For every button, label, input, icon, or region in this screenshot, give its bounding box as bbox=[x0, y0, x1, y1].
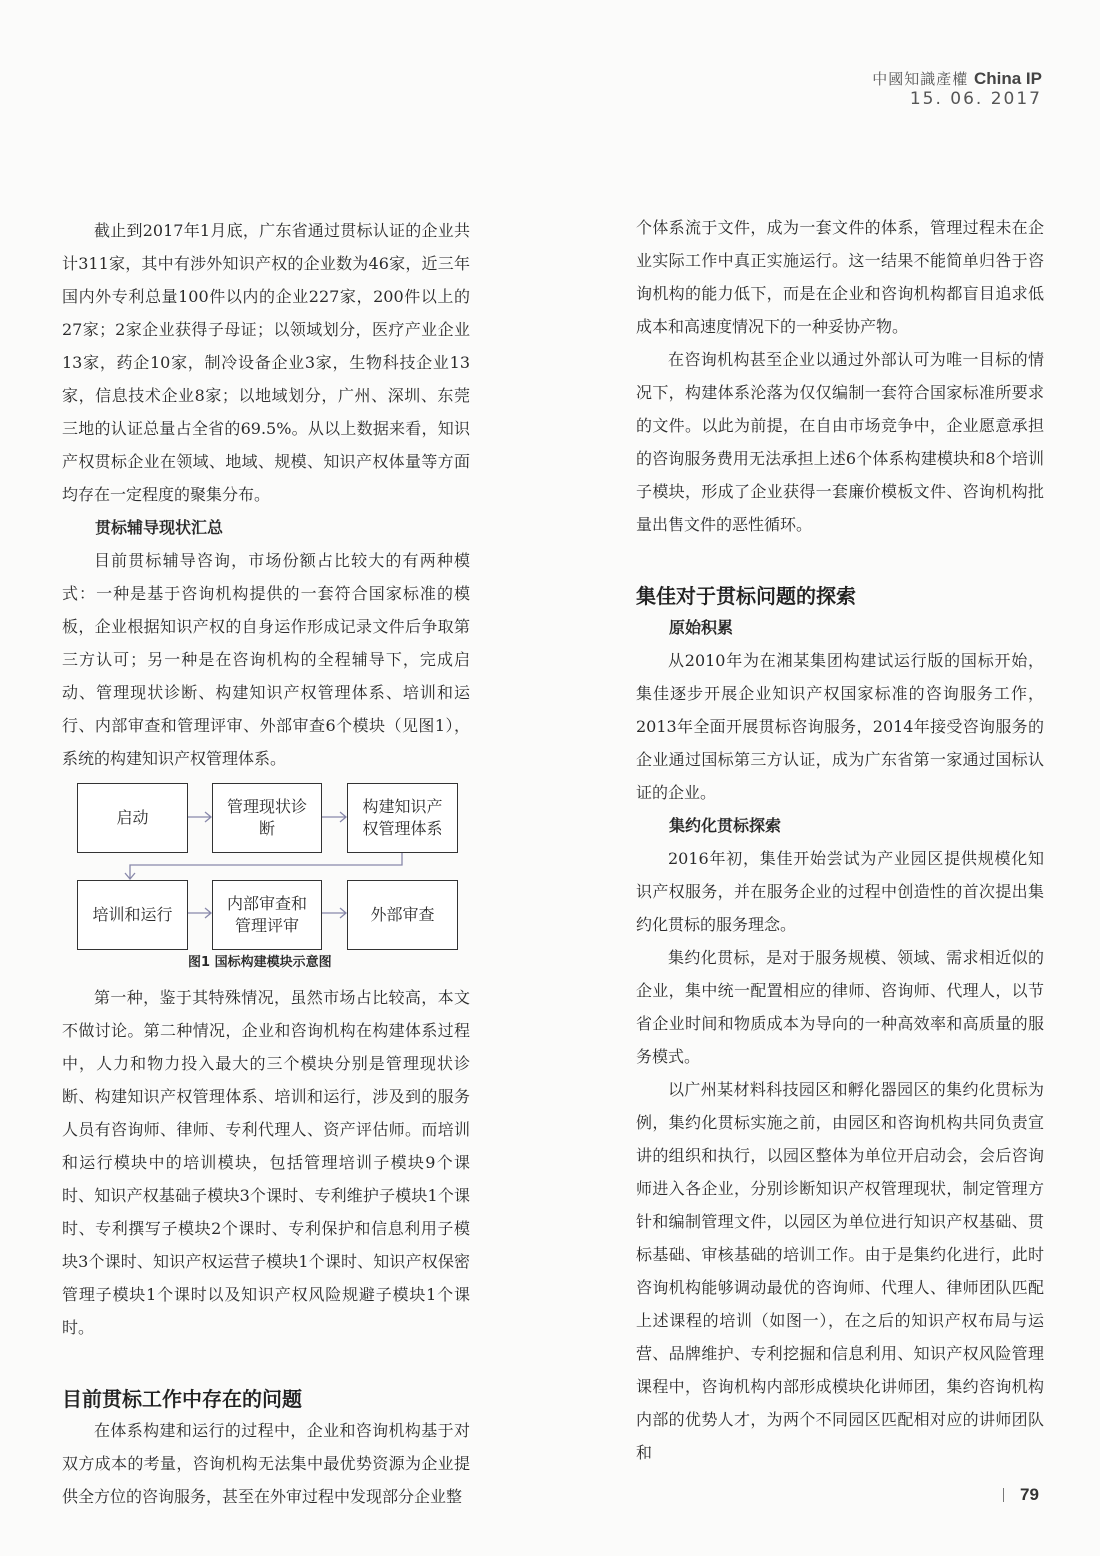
subheading-original-accumulation: 原始积累 bbox=[669, 618, 734, 637]
diagram-box-internal-audit: 内部审查和管理评审 bbox=[212, 880, 322, 950]
left-column bbox=[62, 214, 470, 1513]
right-paragraph-5 bbox=[636, 941, 1044, 1073]
section-heading-problems: 目前贯标工作中存在的问题 bbox=[62, 1387, 302, 1411]
magazine-masthead bbox=[872, 68, 1042, 89]
section-heading-exploration: 集佳对于贯标问题的探索 bbox=[636, 584, 856, 608]
right-paragraph-2 bbox=[636, 343, 1044, 541]
magazine-name-en: China IP bbox=[973, 69, 1042, 88]
diagram-box-start: 启动 bbox=[77, 783, 188, 853]
paragraph-text: 2016年初，集佳开始尝试为产业园区提供规模化知识产权服务，并在服务企业的过程中创造性的首次提出集约化贯标的服务理念。 bbox=[636, 849, 1044, 934]
right-paragraph-3 bbox=[636, 644, 1044, 809]
diagram-box-diagnosis: 管理现状诊断 bbox=[212, 783, 322, 853]
paragraph-text: 集约化贯标，是对于服务规模、领域、需求相近似的企业，集中统一配置相应的律师、咨询师、代理人，以节省企业时间和物质成本为导向的一种高效率和高质量的服务模式。 bbox=[636, 948, 1044, 1066]
paragraph-text: 在咨询机构甚至企业以通过外部认可为唯一目标的情况下，构建体系沦落为仅仅编制一套符合国家标准所要求的文件。以此为前提，在自由市场竞争中，企业愿意承担的咨询服务费用无法承担上述6个体系构建模块和8个培训子模块，形成了企业获得一套廉价模板文件、咨询机构批量出售文件的恶性循环。 bbox=[636, 350, 1044, 534]
arrow-3-4 bbox=[125, 852, 402, 879]
arrow-4-5 bbox=[188, 908, 211, 918]
arrow-5-6 bbox=[322, 908, 346, 918]
right-paragraph-4 bbox=[636, 842, 1044, 941]
page-number-divider bbox=[1003, 1488, 1004, 1502]
left-paragraph-3 bbox=[62, 981, 470, 1344]
paragraph-text: 以广州某材料科技园区和孵化器园区的集约化贯标为例，集约化贯标实施之前，由园区和咨询机构共同负责宣讲的组织和执行，以园区整体为单位开启动会，会后咨询师进入各企业，分别诊断知识产权管理现状，制定管理方针和编制管理文件，以园区为单位进行知识产权基础、贯标基础、审核基础的培训工作。由于是集约化进行，此时咨询机构能够调动最优的咨询师、代理人、律师团队匹配上述课程的培训（如图一），在之后的知识产权布局与运营、品牌维护、专利挖掘和信息利用、知识产权风险管理课程中，咨询机构内部形成模块化讲师团，集约咨询机构内部的优势人才，为两个不同园区匹配相对应的讲师团队和 bbox=[636, 1080, 1044, 1462]
page-number: 79 bbox=[1020, 1485, 1039, 1504]
paragraph-text: 个体系流于文件，成为一套文件的体系，管理过程未在企业实际工作中真正实施运行。这一结果不能简单归咎于咨询机构的能力低下，而是在企业和咨询机构都盲目追求低成本和高速度情况下的一种妥协产物。 bbox=[636, 218, 1044, 336]
paragraph-text: 截止到2017年1月底，广东省通过贯标认证的企业共计311家，其中有涉外知识产权的企业数为46家，近三年国内外专利总量100件以内的企业227家，200件以上的27家；2家企业获得子母证；以领域划分，医疗产业企业13家，药企10家，制冷设备企业3家，生物科技企业13家，信息技术企业8家；以地域划分，广州、深圳、东莞三地的认证总量占全省的69.5%。从以上数据来看，知识产权贯标企业在领域、地域、规模、知识产权体量等方面均存在一定程度的聚集分布。 bbox=[62, 221, 470, 504]
paragraph-text: 第一种，鉴于其特殊情况，虽然市场占比较高，本文不做讨论。第二种情况，企业和咨询机构在构建体系过程中，人力和物力投入最大的三个模块分别是管理现状诊断、构建知识产权管理体系、培训和运行，涉及到的服务人员有咨询师、律师、专利代理人、资产评估师。而培训和运行模块中的培训模块，包括管理培训子模块9个课时、知识产权基础子模块3个课时、专利维护子模块1个课时、专利撰写子模块2个课时、专利保护和信息利用子模块3个课时、知识产权运营子模块1个课时、知识产权保密管理子模块1个课时以及知识产权风险规避子模块1个课时。 bbox=[62, 988, 470, 1337]
diagram-box-external-audit: 外部审查 bbox=[347, 880, 458, 950]
arrow-1-2 bbox=[188, 812, 211, 822]
diagram-box-build-system: 构建知识产权管理体系 bbox=[347, 783, 458, 853]
right-paragraph-6 bbox=[636, 1073, 1044, 1469]
subheading-intensive-exploration: 集约化贯标探索 bbox=[669, 816, 782, 835]
left-paragraph-2 bbox=[62, 544, 470, 775]
subheading-guidance-status: 贯标辅导现状汇总 bbox=[95, 518, 224, 537]
left-paragraph-4 bbox=[62, 1414, 470, 1513]
figure-caption: 图1 国标构建模块示意图 bbox=[188, 955, 332, 970]
left-paragraph-1 bbox=[62, 214, 470, 511]
paragraph-text: 在体系构建和运行的过程中，企业和咨询机构基于对双方成本的考量，咨询机构无法集中最优势资源为企业提供全方位的咨询服务，甚至在外审过程中发现部分企业整 bbox=[62, 1421, 470, 1506]
paragraph-text: 目前贯标辅导咨询，市场份额占比较大的有两种模式：一种是基于咨询机构提供的一套符合国家标准的模板，企业根据知识产权的自身运作形成记录文件后争取第三方认可；另一种是在咨询机构的全程辅导下，完成启动、管理现状诊断、构建知识产权管理体系、培训和运行、内部审查和管理评审、外部审查6个模块（见图1），系统的构建知识产权管理体系。 bbox=[62, 551, 470, 768]
figure-1-module-diagram bbox=[62, 783, 470, 973]
right-column bbox=[636, 211, 1044, 1469]
magazine-name-cn: 中國知識產權 bbox=[872, 70, 969, 88]
right-paragraph-1 bbox=[636, 211, 1044, 343]
paragraph-text: 从2010年为在湘某集团构建试运行版的国标开始，集佳逐步开展企业知识产权国家标准的咨询服务工作，2013年全面开展贯标咨询服务，2014年接受咨询服务的企业通过国标第三方认证，成为广东省第一家通过国标认证的企业。 bbox=[636, 651, 1044, 802]
diagram-box-training: 培训和运行 bbox=[77, 880, 188, 950]
arrow-2-3 bbox=[322, 812, 346, 822]
issue-date: 15. 06. 2017 bbox=[909, 89, 1042, 109]
